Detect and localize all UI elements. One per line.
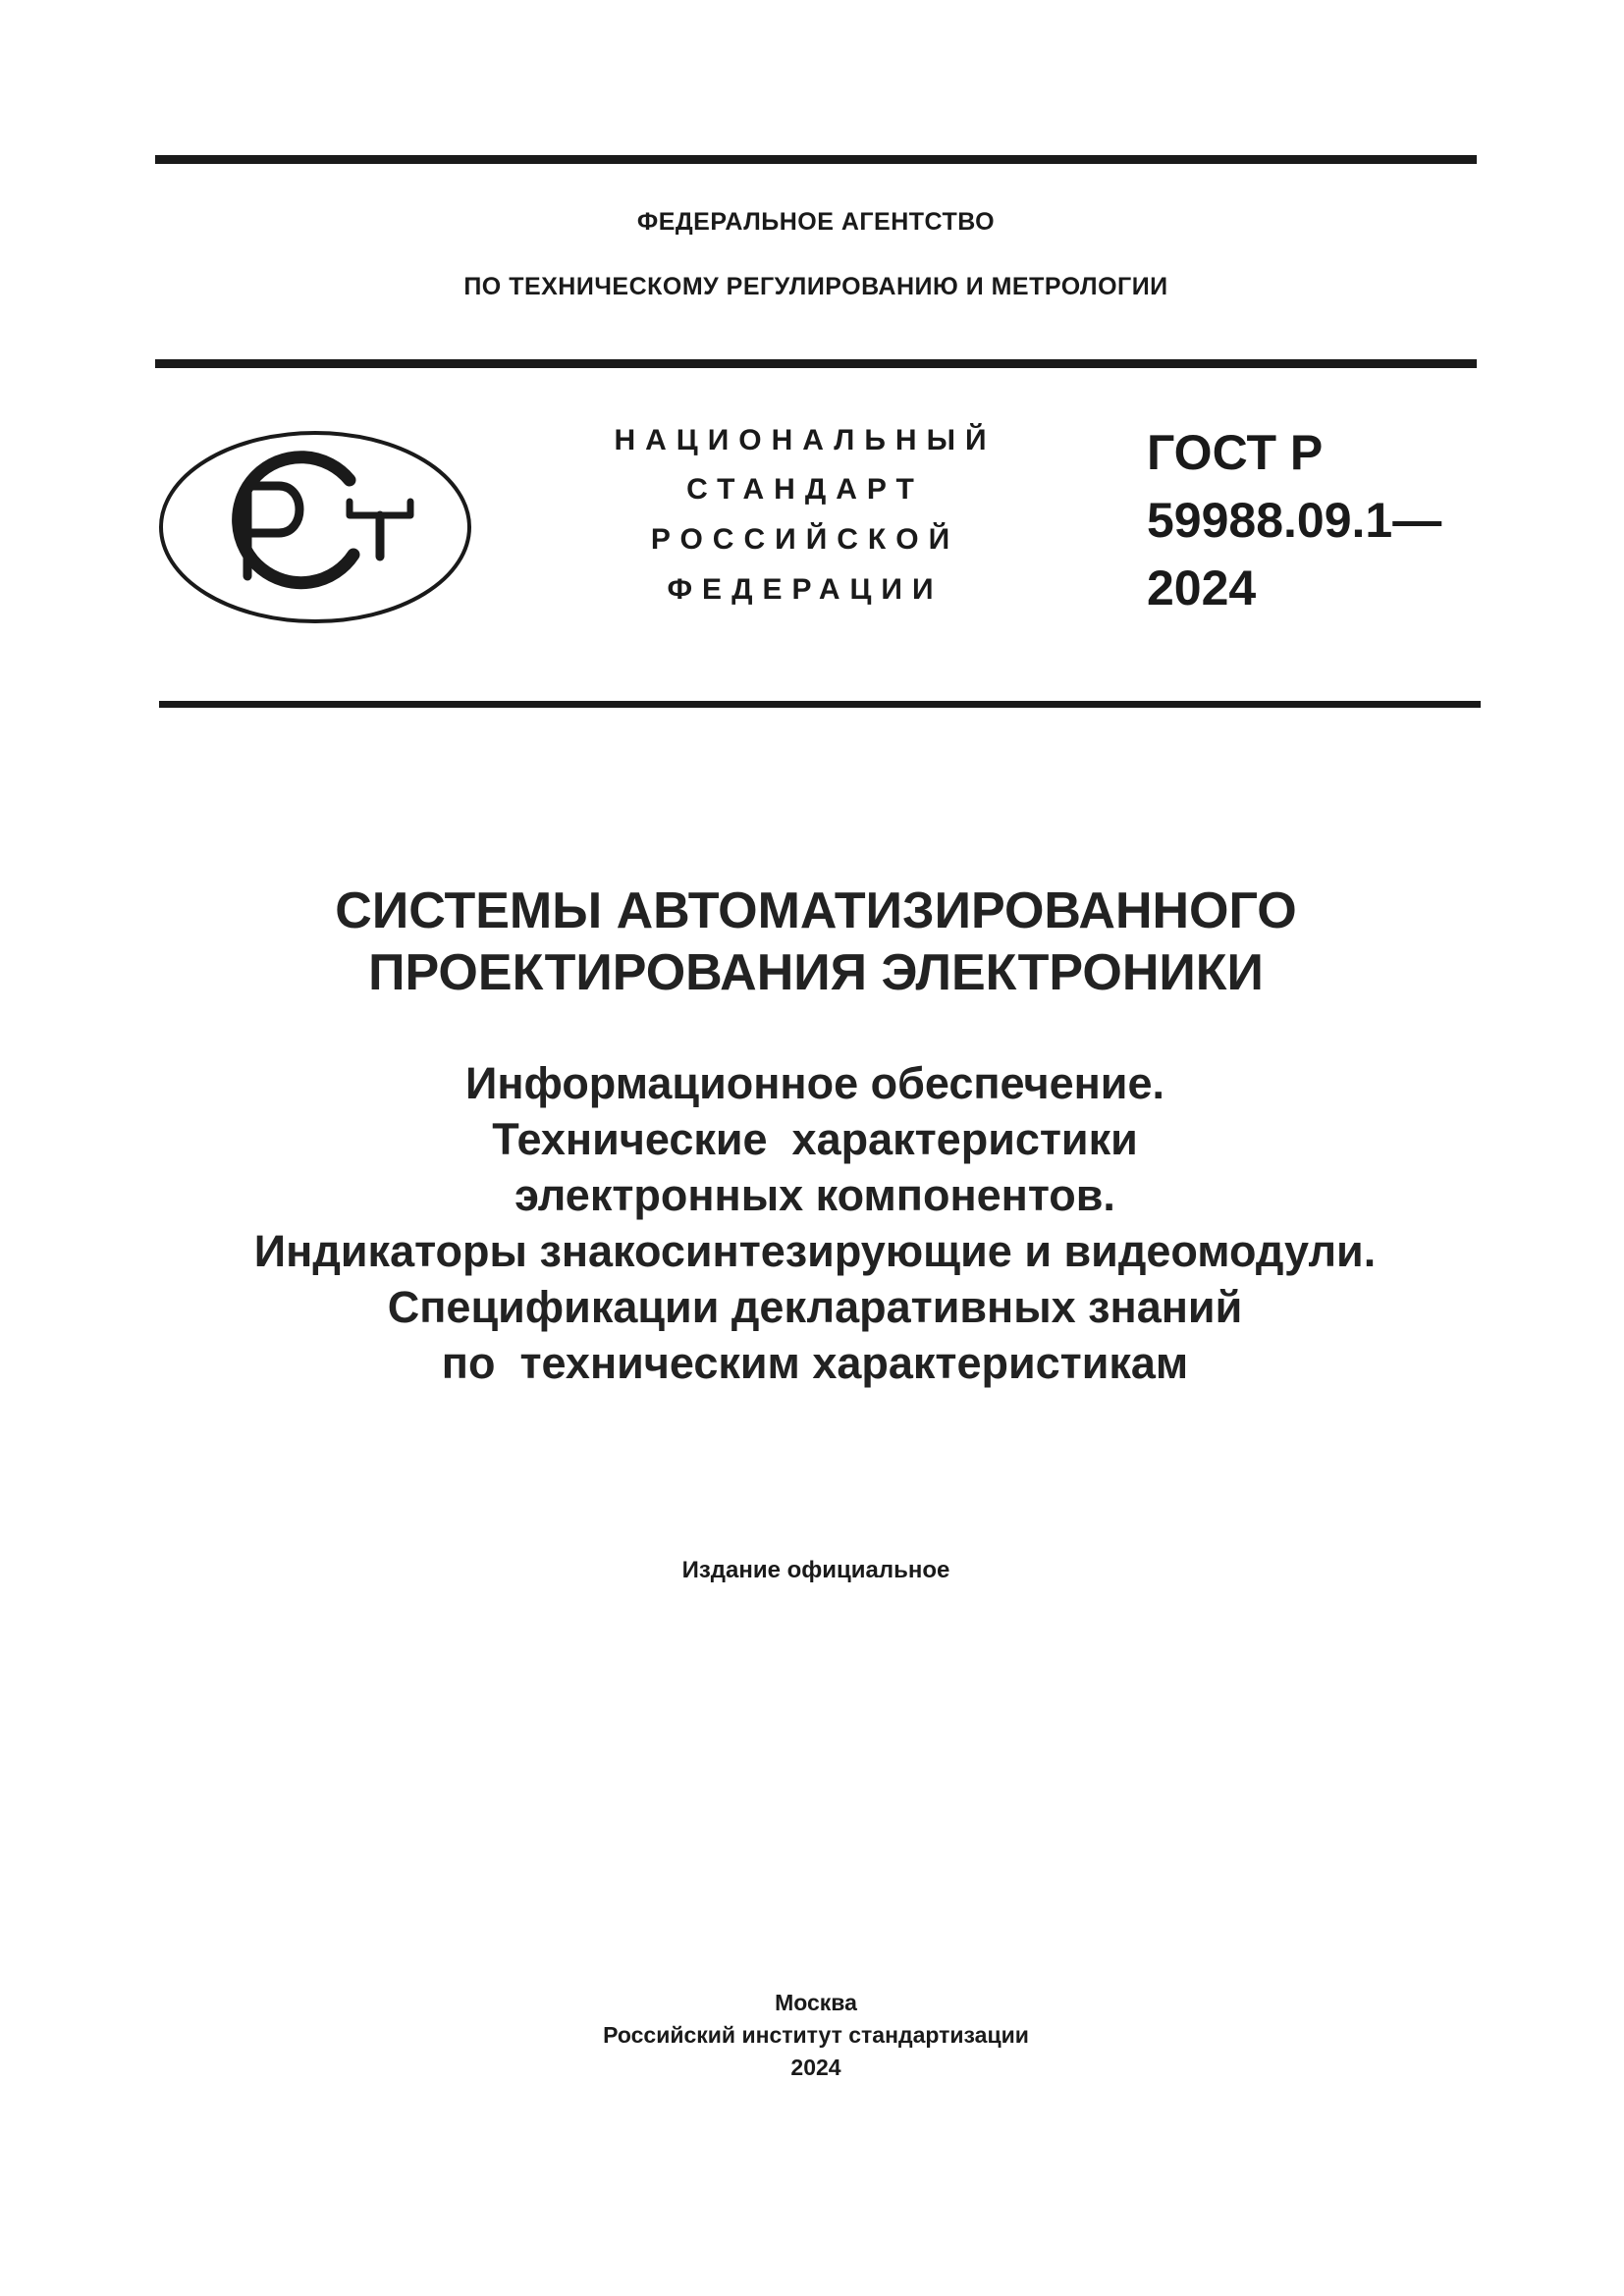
document-subtitle-line: по техническим характеристикам bbox=[441, 1338, 1189, 1388]
imprint-publisher: Российский институт стандартизации bbox=[603, 2022, 1029, 2048]
standard-number: 59988.09.1— bbox=[1147, 493, 1442, 548]
document-subtitle bbox=[128, 1055, 1502, 1391]
agency-name-line-2: ПО ТЕХНИЧЕСКОМУ РЕГУЛИРОВАНИЮ И МЕТРОЛОГИИ bbox=[463, 273, 1168, 300]
edition-label: Издание официальное bbox=[681, 1557, 950, 1583]
bottom-rule bbox=[159, 701, 1481, 708]
national-standard-line-3: РОССИЙСКОЙ bbox=[650, 523, 960, 556]
agency-name-line-1: ФЕДЕРАЛЬНОЕ АГЕНТСТВО bbox=[636, 208, 996, 236]
national-standard-line-4: ФЕДЕРАЦИИ bbox=[667, 573, 944, 606]
middle-rule bbox=[155, 359, 1477, 368]
document-title bbox=[155, 881, 1477, 1004]
rst-certification-mark-icon bbox=[157, 429, 473, 625]
document-title-line: ПРОЕКТИРОВАНИЯ ЭЛЕКТРОНИКИ bbox=[368, 944, 1264, 1001]
document-title-line: СИСТЕМЫ АВТОМАТИЗИРОВАННОГО bbox=[335, 882, 1297, 939]
national-standard-line-1: НАЦИОНАЛЬНЫЙ bbox=[614, 424, 997, 456]
document-subtitle-line: Технические характеристики bbox=[492, 1114, 1138, 1164]
imprint-city: Москва bbox=[775, 1990, 857, 2015]
standard-designation: ГОСТ Р bbox=[1147, 425, 1324, 480]
top-rule bbox=[155, 155, 1477, 164]
document-subtitle-line: электронных компонентов. bbox=[514, 1170, 1115, 1220]
standard-year: 2024 bbox=[1147, 561, 1257, 615]
document-subtitle-line: Спецификации декларативных знаний bbox=[387, 1282, 1243, 1332]
national-standard-line-2: СТАНДАРТ bbox=[686, 473, 924, 506]
imprint bbox=[155, 1987, 1477, 2084]
document-subtitle-line: Информационное обеспечение. bbox=[465, 1058, 1164, 1108]
imprint-year: 2024 bbox=[790, 2055, 841, 2080]
document-subtitle-line: Индикаторы знакосинтезирующие и видеомодули. bbox=[253, 1226, 1377, 1276]
